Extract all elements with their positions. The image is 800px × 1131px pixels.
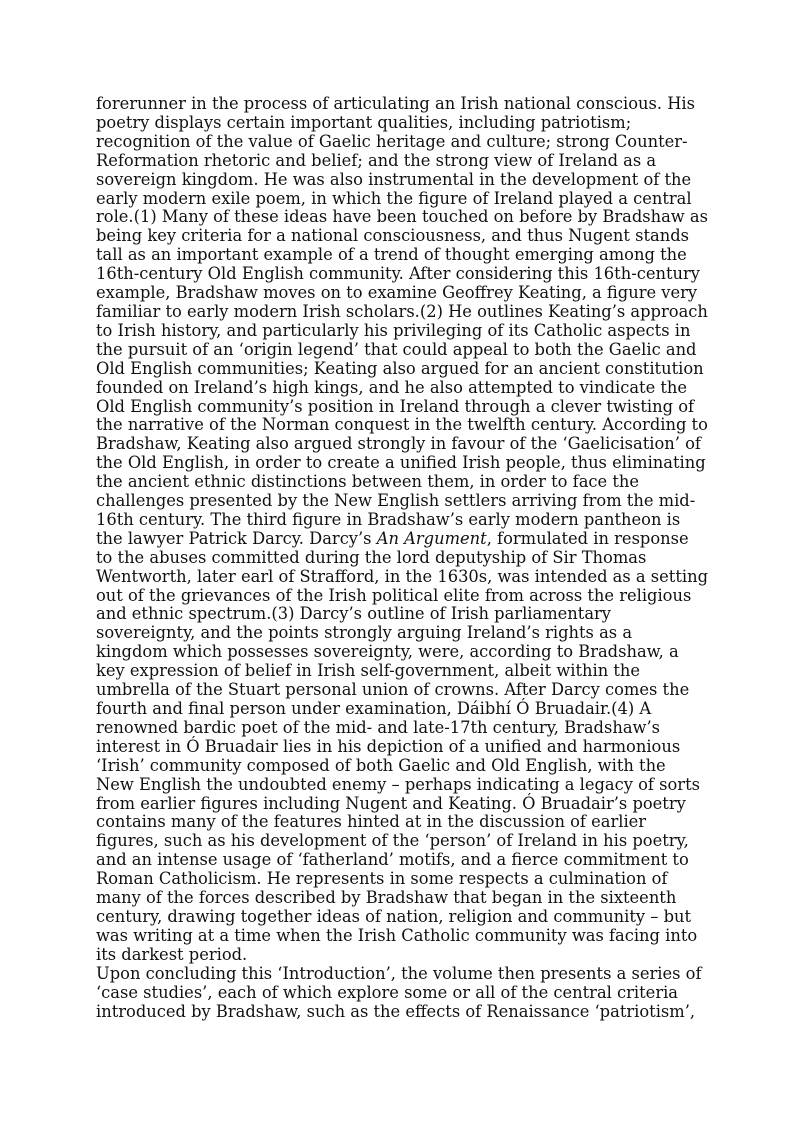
paragraph-text-part-1: forerunner in the process of articulating an Irish national conscious. His poetry displays certain important qualities, including patriotism; recognition of the value of Gaelic heritage and culture; strong Counter-Reformation rhetoric and belief; and the strong view of Ireland as a sovereign kingdom. He was also instrumental in the development of the early modern exile poem, in which the figure of Ireland played a central role.(1) Many of these ideas have been touched on before by Bradshaw as being key criteria for a national consciousness, and thus Nugent stands tall as an important example of a trend of thought emerging among the 16th-century Old English community. After considering this 16th-century example, Bradshaw moves on to examine Geoffrey Keating, a figure very familiar to early modern Irish scholars.(2) He outlines Keating’s approach to Irish history, and particularly his privileging of its Catholic aspects in the pursuit of an ‘origin legend’ that could appeal to both the Gaelic and Old English communities; Keating also argued for an ancient constitution founded on Ireland’s high kings, and he also attempted to vindicate the Old English community’s position in Ireland through a clever twisting of the narrative of the Norman conquest in the twelfth century. According to Bradshaw, Keating also argued strongly in favour of the ‘Gaelicisation’ of the Old English, in order to create a unified Irish people, thus eliminating the ancient ethnic distinctions between them, in order to face the challenges presented by the New English settlers arriving from the mid-16th century. The third figure in Bradshaw’s early modern pantheon is the lawyer Patrick Darcy. Darcy’s — [96, 94, 708, 548]
body-paragraph — [96, 95, 708, 965]
paragraph-text-part-2: , formulated in response to the abuses committed during the lord deputyship of Sir Thomas Wentworth, later earl of Strafford, in the 1630s, was intended as a setting out of the grievances of the Irish political elite from across the religious and ethnic spectrum.(3) Darcy’s outline of Irish parliamentary sovereignty, and the points strongly arguing Ireland’s rights as a kingdom which possesses sovereignty, were, according to Bradshaw, a key expression of belief in Irish self-government, albeit within the umbrella of the Stuart personal union of crowns. After Darcy comes the fourth and final person under examination, Dáibhí Ó Bruadair.(4) A renowned bardic poet of the mid- and late-17th century, Bradshaw’s interest in Ó Bruadair lies in his depiction of a unified and harmonious ‘Irish’ community composed of both Gaelic and Old English, with the New English the undoubted enemy – perhaps indicating a legacy of sorts from earlier figures including Nugent and Keating. Ó Bruadair’s poetry contains many of the features hinted at in the discussion of earlier figures, such as his development of the ‘person’ of Ireland in his poetry, and an intense usage of ‘fatherland’ motifs, and a fierce commitment to Roman Catholicism. He represents in some respects a culmination of many of the forces described by Bradshaw that began in the sixteenth century, drawing together ideas of nation, religion and community – but was writing at a time when the Irish Catholic community was facing into its darkest period. — [96, 528, 708, 964]
body-paragraph-continuation: Upon concluding this ‘Introduction’, the volume then presents a series of ‘case studies’, each of which explore some or all of the central criteria introduced by Bradshaw, such as the effects of Renaissance ‘patriotism’, — [96, 963, 702, 1021]
italic-work-title: An Argument — [376, 528, 487, 548]
document-page — [96, 95, 708, 1021]
